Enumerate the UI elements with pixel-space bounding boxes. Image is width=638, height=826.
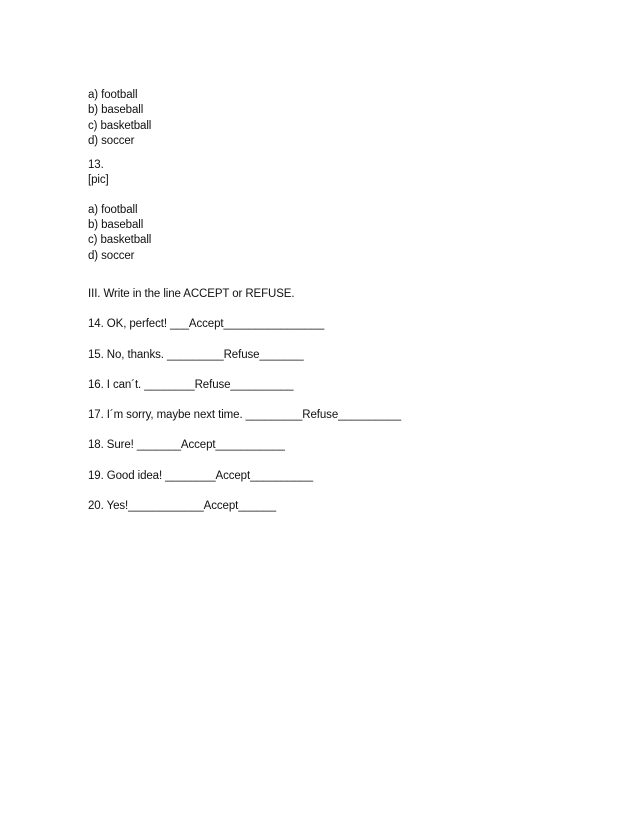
picture-placeholder: [pic] [88,174,109,187]
option-d: d) soccer [88,134,135,147]
option-b: b) baseball [88,104,144,117]
option-a: a) football [88,203,138,216]
exercise-item-19: 19. Good idea! ________Accept__________ [88,469,314,482]
exercise-item-18: 18. Sure! _______Accept___________ [88,439,285,452]
option-c: c) basketball [88,119,152,132]
exercise-item-15: 15. No, thanks. _________Refuse_______ [88,348,304,361]
question-13 [88,158,548,264]
question-number: 13. [88,159,104,172]
option-b: b) baseball [88,219,144,232]
option-c: c) basketball [88,234,152,247]
worksheet-content [88,88,548,514]
option-d: d) soccer [88,249,135,262]
exercise-item-17: 17. I´m sorry, maybe next time. _________Refuse__________ [88,409,402,422]
exercise-item-14: 14. OK, perfect! ___Accept________________ [88,318,325,331]
exercise-item-16: 16. I can´t. ________Refuse__________ [88,378,294,391]
exercise-item-20: 20. Yes!____________Accept______ [88,500,277,513]
option-a: a) football [88,89,138,101]
question-12-options [88,88,548,149]
section-3 [88,287,548,514]
section-title: III. Write in the line ACCEPT or REFUSE. [88,287,295,300]
